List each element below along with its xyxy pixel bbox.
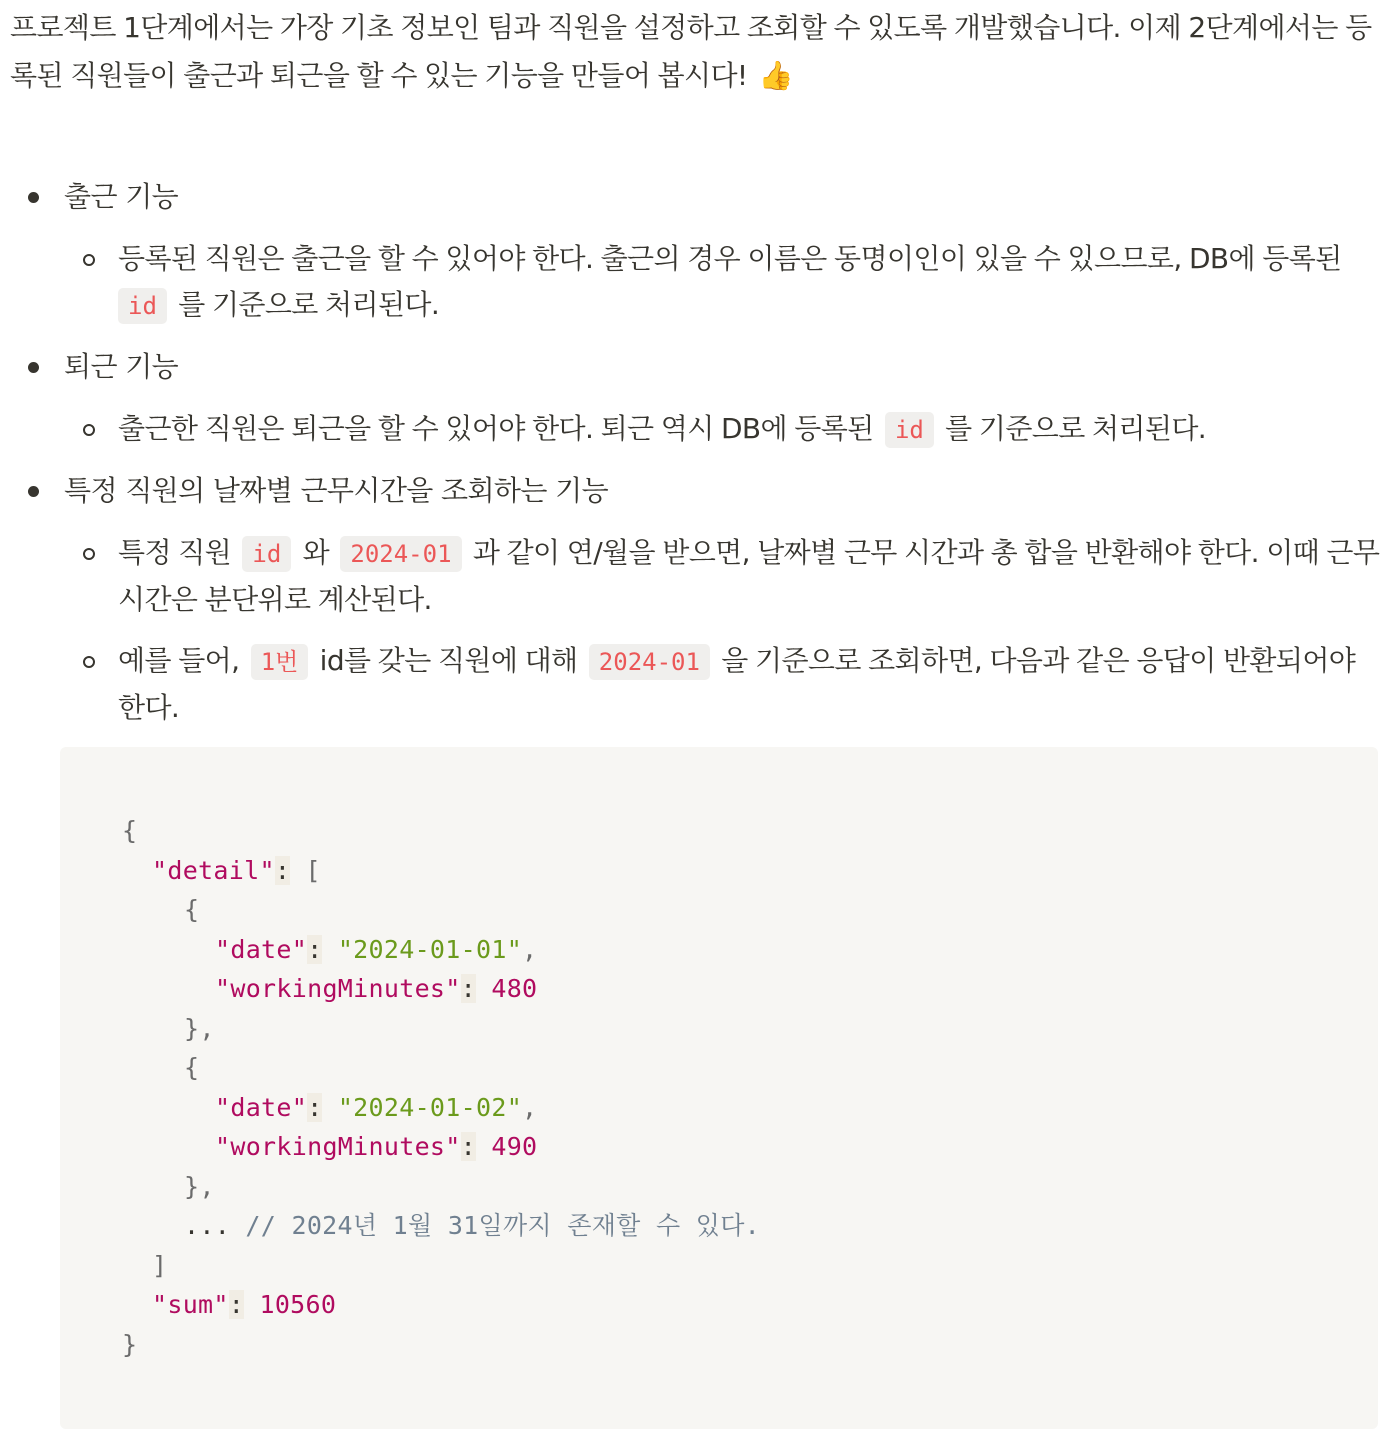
code-line: "workingMinutes": 480 xyxy=(215,974,538,1003)
code-key: "date" xyxy=(215,935,308,964)
detail-text: 특정 직원 xyxy=(118,536,239,569)
feature-detail-checkin xyxy=(118,236,1380,329)
feature-item-worktime xyxy=(64,468,608,514)
code-key: "sum" xyxy=(152,1290,229,1319)
detail-text: 을 기준으로 조회하면, 다음과 같은 응답이 반환되어야 한다. xyxy=(118,644,1356,724)
code-string: "2024-01-02" xyxy=(337,1093,523,1122)
code-ellipsis: ... xyxy=(184,1211,231,1240)
code-line: { xyxy=(184,895,200,924)
code-key: "detail" xyxy=(152,856,275,885)
code-line: }, xyxy=(184,1172,215,1201)
feature-title: 특정 직원의 날짜별 근무시간을 조회하는 기능 xyxy=(64,474,609,507)
sub-bullet-icon xyxy=(83,424,95,436)
feature-item-checkin xyxy=(64,174,178,220)
code-line: "detail": [ xyxy=(152,856,321,885)
intro-paragraph xyxy=(10,4,1388,100)
detail-text: 예를 들어, xyxy=(118,644,247,677)
code-line: "sum": 10560 xyxy=(152,1290,337,1319)
inline-code-month: 2024-01 xyxy=(340,536,461,572)
code-line xyxy=(122,811,137,851)
bullet-icon xyxy=(28,486,39,497)
code-punct: ] xyxy=(152,1251,168,1280)
code-line: "workingMinutes": 490 xyxy=(215,1132,538,1161)
code-punct: [ xyxy=(305,856,321,885)
code-content xyxy=(60,747,760,1379)
feature-title: 퇴근 기능 xyxy=(64,350,179,383)
detail-text: id를 갖는 직원에 대해 xyxy=(312,644,585,677)
inline-code-number: 1번 xyxy=(251,644,309,680)
detail-text: 출근한 직원은 퇴근을 할 수 있어야 한다. 퇴근 역시 DB에 등록된 xyxy=(118,412,881,445)
code-line: }, xyxy=(184,1014,215,1043)
detail-text: 등록된 직원은 출근을 할 수 있어야 한다. 출근의 경우 이름은 동명이인이 있을 수 있으므로, DB에 등록된 xyxy=(118,242,1342,275)
inline-code-id: id xyxy=(118,288,167,324)
code-key: "workingMinutes" xyxy=(215,1132,461,1161)
detail-text: 를 기준으로 처리된다. xyxy=(170,288,440,321)
feature-item-checkout xyxy=(64,344,178,390)
code-number: 480 xyxy=(491,974,538,1003)
inline-code-month: 2024-01 xyxy=(589,644,710,680)
bullet-icon xyxy=(28,192,39,203)
detail-text: 와 xyxy=(295,536,337,569)
sub-bullet-icon xyxy=(83,656,95,668)
code-line xyxy=(152,1246,167,1286)
code-block xyxy=(60,747,1378,1429)
code-line: { xyxy=(184,1053,200,1082)
detail-text: 를 기준으로 처리된다. xyxy=(937,412,1207,445)
inline-code-id: id xyxy=(885,412,934,448)
sub-bullet-icon xyxy=(83,254,95,266)
sub-bullet-icon xyxy=(83,548,95,560)
code-line xyxy=(184,1206,760,1246)
bullet-icon xyxy=(28,362,39,373)
feature-detail-worktime xyxy=(118,530,1380,623)
code-line: "date": "2024-01-02", xyxy=(215,1093,538,1122)
code-key: "workingMinutes" xyxy=(215,974,461,1003)
detail-text: 과 같이 연/월을 받으면, 날짜별 근무 시간과 총 합을 반환해야 한다. 이때 근무 시간은 분단위로 계산된다. xyxy=(118,536,1380,616)
code-number: 10560 xyxy=(259,1290,337,1319)
thumbs-up-icon: 👍 xyxy=(758,59,794,92)
code-key: "date" xyxy=(215,1093,308,1122)
feature-detail-example xyxy=(118,638,1380,731)
intro-text: 프로젝트 1단계에서는 가장 기초 정보인 팀과 직원을 설정하고 조회할 수 있도록 개발했습니다. 이제 2단계에서는 등록된 직원들이 출근과 퇴근을 할 수 있는 기능을 만들어 봅시다! xyxy=(10,11,1372,92)
code-punct: } xyxy=(122,1330,138,1359)
code-line: "date": "2024-01-01", xyxy=(215,935,538,964)
feature-title: 출근 기능 xyxy=(64,180,179,213)
code-comment: // 2024년 1월 31일까지 존재할 수 있다. xyxy=(245,1211,760,1240)
code-string: "2024-01-01" xyxy=(337,935,523,964)
inline-code-id: id xyxy=(242,536,291,572)
feature-detail-checkout xyxy=(118,406,1380,453)
code-line xyxy=(122,1325,137,1365)
code-number: 490 xyxy=(491,1132,538,1161)
code-punct: { xyxy=(122,816,138,845)
